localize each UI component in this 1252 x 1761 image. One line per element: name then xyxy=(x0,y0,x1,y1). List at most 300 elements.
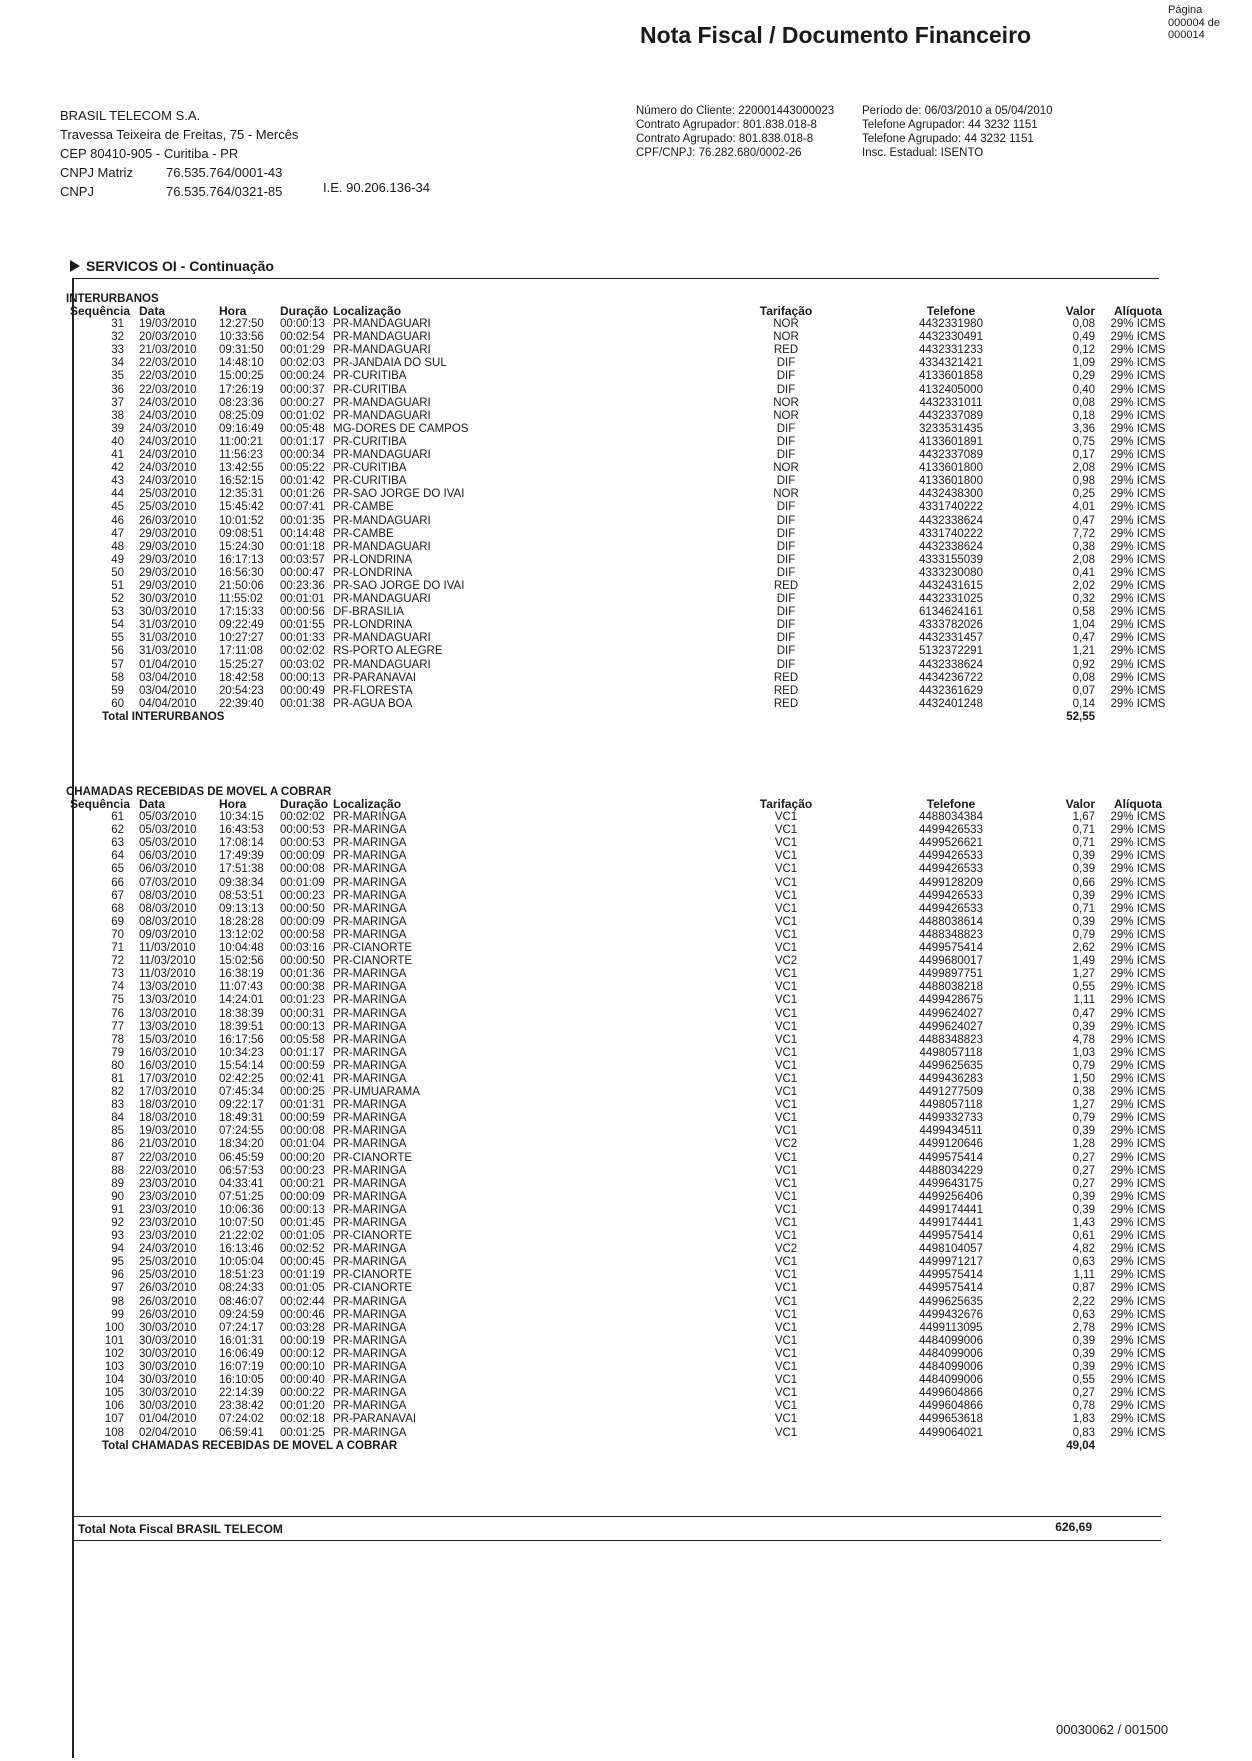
table-row xyxy=(66,1243,1176,1256)
client-block xyxy=(636,104,834,160)
row-aliquota: 29% ICMS xyxy=(1110,1020,1166,1033)
row-telefone: 4432438300 xyxy=(919,488,983,501)
row-hora: 16:56:30 xyxy=(219,566,264,579)
row-hora: 17:26:19 xyxy=(219,383,264,396)
row-local: PR-MARINGA xyxy=(333,1374,407,1387)
row-tarifacao: RED xyxy=(773,344,799,357)
row-hora: 10:07:50 xyxy=(219,1217,264,1229)
table-row xyxy=(66,318,1176,331)
row-valor: 0,47 xyxy=(1072,632,1095,645)
row-tarifacao: VC1 xyxy=(774,1007,798,1020)
row-tarifacao: VC1 xyxy=(774,1400,798,1413)
row-seq: 37 xyxy=(111,396,124,409)
row-valor: 0,25 xyxy=(1072,488,1095,501)
row-seq: 69 xyxy=(111,915,124,928)
row-telefone: 4432331025 xyxy=(919,593,983,606)
row-date: 25/03/2010 xyxy=(139,501,197,514)
row-duracao: 00:00:40 xyxy=(280,1374,325,1387)
row-tarifacao: DIF xyxy=(776,475,796,488)
table-row xyxy=(66,1335,1176,1348)
row-hora: 08:46:07 xyxy=(219,1295,264,1308)
row-duracao: 00:01:55 xyxy=(280,619,325,632)
row-date: 24/03/2010 xyxy=(139,1243,197,1256)
row-seq: 100 xyxy=(104,1321,124,1334)
row-telefone: 4333155039 xyxy=(919,553,983,566)
row-seq: 42 xyxy=(111,462,124,475)
row-duracao: 00:01:02 xyxy=(280,409,325,422)
interurbanos-block xyxy=(66,293,1176,724)
row-valor: 0,39 xyxy=(1072,863,1095,876)
row-aliquota: 29% ICMS xyxy=(1110,1033,1166,1046)
table-row xyxy=(66,1112,1176,1125)
table-row xyxy=(66,449,1176,462)
row-seq: 48 xyxy=(111,540,124,553)
chamadas-total-label: Total CHAMADAS RECEBIDAS DE MOVEL A COBRAR xyxy=(102,1439,398,1452)
table-row xyxy=(66,994,1176,1007)
row-aliquota: 29% ICMS xyxy=(1110,1243,1166,1256)
row-valor: 0,47 xyxy=(1072,514,1095,527)
row-local: PR-MARINGA xyxy=(333,1400,407,1413)
row-tarifacao: VC1 xyxy=(774,1230,798,1243)
row-duracao: 00:01:29 xyxy=(280,344,325,357)
row-local: PR-CURITIBA xyxy=(333,383,407,396)
row-local: PR-UMUARAMA xyxy=(333,1086,420,1099)
row-telefone: 4499624027 xyxy=(919,1007,983,1020)
row-tarifacao: RED xyxy=(773,671,799,684)
telefone-agrupador: Telefone Agrupador: 44 3232 1151 xyxy=(862,119,1038,131)
row-hora: 11:00:21 xyxy=(219,435,263,448)
row-duracao: 00:00:46 xyxy=(280,1308,325,1321)
row-hora: 20:54:23 xyxy=(219,684,264,697)
row-duracao: 00:02:52 xyxy=(280,1243,325,1256)
table-row xyxy=(66,370,1176,383)
row-valor: 0,40 xyxy=(1072,383,1095,396)
row-duracao: 00:02:02 xyxy=(280,645,325,658)
row-aliquota: 29% ICMS xyxy=(1110,593,1166,606)
row-tarifacao: NOR xyxy=(773,488,799,501)
row-duracao: 00:01:04 xyxy=(280,1138,325,1151)
row-hora: 16:06:49 xyxy=(219,1347,264,1360)
row-tarifacao: DIF xyxy=(776,540,796,553)
row-tarifacao: VC1 xyxy=(774,1217,798,1229)
company-cep: CEP 80410-905 - Curitiba - PR xyxy=(60,146,239,161)
row-aliquota: 29% ICMS xyxy=(1110,1059,1166,1072)
row-date: 30/03/2010 xyxy=(139,1361,197,1374)
row-aliquota: 29% ICMS xyxy=(1110,1151,1166,1164)
row-valor: 1,50 xyxy=(1072,1072,1095,1085)
row-tarifacao: DIF xyxy=(776,566,796,579)
col-data: Data xyxy=(139,797,166,811)
row-hora: 18:42:58 xyxy=(219,671,264,684)
row-hora: 10:33:56 xyxy=(219,331,264,344)
row-local: PR-CURITIBA xyxy=(333,370,407,383)
row-valor: 0,39 xyxy=(1072,850,1095,863)
row-valor: 1,11 xyxy=(1073,1269,1095,1282)
row-tarifacao: VC1 xyxy=(774,915,798,928)
row-valor: 1,21 xyxy=(1072,645,1095,658)
row-telefone: 4499113095 xyxy=(919,1321,983,1334)
row-hora: 15:02:56 xyxy=(219,955,264,968)
row-telefone: 4499526621 xyxy=(919,837,983,850)
row-date: 21/03/2010 xyxy=(139,1138,197,1151)
table-row xyxy=(66,1086,1176,1099)
row-seq: 62 xyxy=(111,824,124,837)
row-local: PR-LONDRINA xyxy=(333,553,413,566)
row-local: PR-MANDAGUARI xyxy=(333,409,431,422)
row-tarifacao: VC1 xyxy=(774,981,798,994)
row-aliquota: 29% ICMS xyxy=(1110,527,1166,540)
row-hora: 16:01:31 xyxy=(219,1334,264,1347)
row-local: PR-LONDRINA xyxy=(333,566,413,579)
contrato-agrupado: Contrato Agrupado: 801.838.018-8 xyxy=(636,133,814,145)
row-seq: 92 xyxy=(111,1217,124,1229)
row-seq: 52 xyxy=(111,593,124,606)
row-seq: 83 xyxy=(111,1099,124,1112)
row-local: PR-MARINGA xyxy=(333,915,407,928)
row-duracao: 00:00:53 xyxy=(280,824,325,837)
row-valor: 0,27 xyxy=(1072,1151,1095,1164)
cnpj-matriz-row xyxy=(60,163,298,182)
row-tarifacao: VC1 xyxy=(774,824,798,837)
row-valor: 1,09 xyxy=(1072,357,1095,370)
row-valor: 2,08 xyxy=(1072,553,1095,566)
interurbanos-total-value: 52,55 xyxy=(1066,710,1095,723)
row-local: PR-MARINGA xyxy=(333,1072,407,1085)
row-seq: 60 xyxy=(111,697,124,710)
row-telefone: 4499432676 xyxy=(919,1308,983,1321)
row-telefone: 4499426533 xyxy=(919,863,983,876)
row-date: 26/03/2010 xyxy=(139,514,197,527)
col-duracao: Duração xyxy=(280,304,329,318)
table-row xyxy=(66,1138,1176,1151)
row-seq: 91 xyxy=(111,1203,124,1216)
row-aliquota: 29% ICMS xyxy=(1110,994,1166,1007)
table-row xyxy=(66,357,1176,370)
row-seq: 76 xyxy=(111,1007,124,1020)
bottom-rule xyxy=(74,1540,1161,1541)
col-local: Localização xyxy=(333,304,402,318)
row-tarifacao: VC1 xyxy=(774,1177,798,1190)
chamadas-total xyxy=(66,1440,1176,1453)
row-aliquota: 29% ICMS xyxy=(1110,449,1166,462)
row-telefone: 4133601858 xyxy=(919,370,983,383)
col-seq: Sequência xyxy=(70,797,131,811)
row-valor: 0,79 xyxy=(1072,1112,1095,1125)
row-tarifacao: RED xyxy=(773,684,799,697)
row-telefone: 4432331457 xyxy=(919,632,983,645)
row-duracao: 00:03:57 xyxy=(280,553,325,566)
row-seq: 101 xyxy=(104,1334,124,1347)
row-date: 02/04/2010 xyxy=(139,1426,197,1439)
table-row xyxy=(66,1191,1176,1204)
row-date: 23/03/2010 xyxy=(139,1230,197,1243)
row-tarifacao: DIF xyxy=(776,527,796,540)
row-local: PR-MARINGA xyxy=(333,928,407,941)
row-local: PR-MARINGA xyxy=(333,902,407,915)
grand-total-label: Total Nota Fiscal BRASIL TELECOM xyxy=(78,1522,283,1536)
table-row xyxy=(66,606,1176,619)
row-duracao: 00:00:58 xyxy=(280,928,325,941)
row-valor: 0,66 xyxy=(1072,876,1095,889)
row-duracao: 00:00:13 xyxy=(280,318,325,331)
row-seq: 82 xyxy=(111,1086,124,1099)
row-local: PR-CIANORTE xyxy=(333,1151,413,1164)
row-date: 09/03/2010 xyxy=(139,928,197,941)
row-date: 19/03/2010 xyxy=(139,1125,197,1138)
row-valor: 0,38 xyxy=(1072,1086,1095,1099)
row-aliquota: 29% ICMS xyxy=(1110,475,1166,488)
row-date: 01/04/2010 xyxy=(139,1413,197,1426)
row-hora: 06:45:59 xyxy=(219,1151,264,1164)
row-telefone: 4484099006 xyxy=(919,1347,983,1360)
table-row xyxy=(66,423,1176,436)
row-hora: 09:16:49 xyxy=(219,422,264,435)
row-aliquota: 29% ICMS xyxy=(1110,435,1166,448)
row-aliquota: 29% ICMS xyxy=(1110,422,1166,435)
row-hora: 15:25:27 xyxy=(219,658,264,671)
row-aliquota: 29% ICMS xyxy=(1110,811,1166,824)
table-row xyxy=(66,632,1176,645)
cnpj-matriz-label: CNPJ Matriz xyxy=(60,165,133,180)
col-valor: Valor xyxy=(1065,304,1095,318)
row-local: PR-MANDAGUARI xyxy=(333,396,431,409)
row-local: PR-MARINGA xyxy=(333,1361,407,1374)
row-hora: 08:25:09 xyxy=(219,409,264,422)
row-telefone: 4488038218 xyxy=(919,981,983,994)
row-tarifacao: VC1 xyxy=(774,1099,798,1112)
row-tarifacao: VC1 xyxy=(774,1125,798,1138)
col-aliquota: Alíquota xyxy=(1114,304,1162,318)
row-valor: 1,03 xyxy=(1072,1046,1095,1059)
row-aliquota: 29% ICMS xyxy=(1110,837,1166,850)
row-hora: 17:15:33 xyxy=(219,606,264,619)
row-duracao: 00:07:41 xyxy=(280,501,325,514)
row-valor: 0,79 xyxy=(1072,928,1095,941)
row-local: PR-AGUA BOA xyxy=(333,697,413,710)
row-date: 22/03/2010 xyxy=(139,370,197,383)
row-date: 25/03/2010 xyxy=(139,1269,197,1282)
row-tarifacao: VC1 xyxy=(774,1347,798,1360)
row-hora: 16:07:19 xyxy=(219,1361,264,1374)
row-telefone: 4499643175 xyxy=(919,1177,983,1190)
table-row xyxy=(66,501,1176,514)
row-local: PR-MARINGA xyxy=(333,1033,407,1046)
row-telefone: 4488034229 xyxy=(919,1164,983,1177)
row-telefone: 4432331233 xyxy=(919,344,983,357)
row-valor: 0,32 xyxy=(1072,593,1095,606)
row-date: 16/03/2010 xyxy=(139,1059,197,1072)
row-hora: 10:27:27 xyxy=(219,632,264,645)
row-aliquota: 29% ICMS xyxy=(1110,1321,1166,1334)
table-row xyxy=(66,811,1176,824)
row-telefone: 4499575414 xyxy=(919,1269,983,1282)
row-duracao: 00:02:18 xyxy=(280,1413,325,1426)
row-seq: 49 xyxy=(111,553,124,566)
row-local: PR-MARINGA xyxy=(333,1059,407,1072)
row-date: 11/03/2010 xyxy=(139,955,196,968)
table-row xyxy=(66,1125,1176,1138)
row-aliquota: 29% ICMS xyxy=(1110,1426,1166,1439)
row-date: 07/03/2010 xyxy=(139,876,197,889)
page-total: 000014 xyxy=(1168,29,1205,41)
row-date: 05/03/2010 xyxy=(139,824,197,837)
col-local: Localização xyxy=(333,797,402,811)
table-row xyxy=(66,850,1176,863)
row-aliquota: 29% ICMS xyxy=(1110,981,1166,994)
row-seq: 34 xyxy=(111,357,124,370)
row-telefone: 4499604866 xyxy=(919,1387,983,1400)
row-tarifacao: DIF xyxy=(776,593,796,606)
row-local: PR-MARINGA xyxy=(333,994,407,1007)
table-row xyxy=(66,672,1176,685)
row-duracao: 00:01:36 xyxy=(280,968,325,981)
row-duracao: 00:00:22 xyxy=(280,1387,325,1400)
row-aliquota: 29% ICMS xyxy=(1110,658,1166,671)
row-valor: 0,39 xyxy=(1072,1361,1095,1374)
row-duracao: 00:00:09 xyxy=(280,1190,325,1203)
row-aliquota: 29% ICMS xyxy=(1110,955,1166,968)
row-valor: 0,71 xyxy=(1072,902,1095,915)
row-telefone: 4488034384 xyxy=(919,811,983,824)
table-row xyxy=(66,462,1176,475)
row-aliquota: 29% ICMS xyxy=(1110,488,1166,501)
table-row xyxy=(66,593,1176,606)
row-aliquota: 29% ICMS xyxy=(1110,889,1166,902)
row-valor: 0,61 xyxy=(1072,1230,1095,1243)
row-local: PR-MARINGA xyxy=(333,811,407,824)
row-date: 24/03/2010 xyxy=(139,409,197,422)
row-seq: 80 xyxy=(111,1059,124,1072)
row-seq: 55 xyxy=(111,632,124,645)
row-telefone: 4499604866 xyxy=(919,1400,983,1413)
row-aliquota: 29% ICMS xyxy=(1110,684,1166,697)
row-tarifacao: VC1 xyxy=(774,811,798,824)
row-date: 17/03/2010 xyxy=(139,1072,197,1085)
row-date: 06/03/2010 xyxy=(139,850,197,863)
row-aliquota: 29% ICMS xyxy=(1110,396,1166,409)
issuer-block xyxy=(60,106,298,201)
row-hora: 22:39:40 xyxy=(219,697,264,710)
row-aliquota: 29% ICMS xyxy=(1110,540,1166,553)
row-valor: 4,01 xyxy=(1072,501,1095,514)
row-hora: 14:48:10 xyxy=(219,357,264,370)
table-row xyxy=(66,903,1176,916)
row-local: PR-MARINGA xyxy=(333,1321,407,1334)
row-local: PR-MARINGA xyxy=(333,1243,407,1256)
row-date: 11/03/2010 xyxy=(139,942,196,955)
row-telefone: 4432337089 xyxy=(919,449,983,462)
row-date: 05/03/2010 xyxy=(139,811,197,824)
row-hora: 10:34:15 xyxy=(219,811,264,824)
row-telefone: 3233531435 xyxy=(919,422,983,435)
interurbanos-total-label: Total INTERURBANOS xyxy=(102,710,225,723)
row-seq: 46 xyxy=(111,514,124,527)
chamadas-header xyxy=(66,798,1176,811)
table-row xyxy=(66,1021,1176,1034)
row-duracao: 00:00:53 xyxy=(280,837,325,850)
row-date: 30/03/2010 xyxy=(139,1374,197,1387)
chamadas-title: CHAMADAS RECEBIDAS DE MOVEL A COBRAR xyxy=(66,786,332,798)
row-duracao: 00:01:23 xyxy=(280,994,325,1007)
row-aliquota: 29% ICMS xyxy=(1110,824,1166,837)
row-tarifacao: VC1 xyxy=(774,850,798,863)
row-seq: 84 xyxy=(111,1112,124,1125)
table-row xyxy=(66,1073,1176,1086)
row-telefone: 4484099006 xyxy=(919,1374,983,1387)
row-tarifacao: VC1 xyxy=(774,928,798,941)
table-row xyxy=(66,968,1176,981)
row-seq: 43 xyxy=(111,475,124,488)
row-duracao: 00:01:05 xyxy=(280,1282,325,1295)
row-aliquota: 29% ICMS xyxy=(1110,1177,1166,1190)
row-local: PR-MANDAGUARI xyxy=(333,449,431,462)
table-row xyxy=(66,1309,1176,1322)
row-tarifacao: VC1 xyxy=(774,1308,798,1321)
row-tarifacao: VC1 xyxy=(774,1321,798,1334)
table-row xyxy=(66,659,1176,672)
row-date: 30/03/2010 xyxy=(139,1347,197,1360)
row-date: 13/03/2010 xyxy=(139,1020,197,1033)
grand-total-rule xyxy=(74,1516,1161,1517)
row-seq: 73 xyxy=(111,968,124,981)
row-tarifacao: VC2 xyxy=(774,955,798,968)
row-date: 30/03/2010 xyxy=(139,593,197,606)
row-tarifacao: NOR xyxy=(773,396,799,409)
row-aliquota: 29% ICMS xyxy=(1110,462,1166,475)
row-local: PR-CIANORTE xyxy=(333,942,413,955)
row-duracao: 00:00:21 xyxy=(280,1177,325,1190)
interurbanos-title: INTERURBANOS xyxy=(66,293,159,305)
row-duracao: 00:02:03 xyxy=(280,357,325,370)
contrato-agrupador: Contrato Agrupador: 801.838.018-8 xyxy=(636,119,817,131)
row-hora: 09:22:17 xyxy=(219,1099,264,1112)
row-tarifacao: VC1 xyxy=(774,994,798,1007)
row-aliquota: 29% ICMS xyxy=(1110,1347,1166,1360)
table-row xyxy=(66,410,1176,423)
table-row xyxy=(66,685,1176,698)
row-telefone: 4488348823 xyxy=(919,1033,983,1046)
row-local: PR-MARINGA xyxy=(333,1203,407,1216)
row-local: PR-MARINGA xyxy=(333,1387,407,1400)
row-tarifacao: VC2 xyxy=(774,1138,798,1151)
cnpj-matriz-value: 76.535.764/0001-43 xyxy=(166,165,283,180)
row-seq: 93 xyxy=(111,1230,124,1243)
row-aliquota: 29% ICMS xyxy=(1110,566,1166,579)
row-telefone: 4488348823 xyxy=(919,928,983,941)
row-tarifacao: VC1 xyxy=(774,1334,798,1347)
row-local: PR-CAMBE xyxy=(333,501,394,514)
row-valor: 0,39 xyxy=(1072,915,1095,928)
row-valor: 0,63 xyxy=(1072,1308,1095,1321)
row-aliquota: 29% ICMS xyxy=(1110,1164,1166,1177)
row-hora: 16:43:53 xyxy=(219,824,264,837)
row-aliquota: 29% ICMS xyxy=(1110,876,1166,889)
row-local: PR-MARINGA xyxy=(333,1190,407,1203)
row-seq: 33 xyxy=(111,344,124,357)
row-hora: 22:14:39 xyxy=(219,1387,264,1400)
row-local: PR-PARANAVAI xyxy=(333,1413,417,1426)
row-hora: 15:00:25 xyxy=(219,370,264,383)
row-telefone: 4498057118 xyxy=(919,1099,983,1112)
row-tarifacao: DIF xyxy=(776,619,796,632)
row-telefone: 4499653618 xyxy=(919,1413,983,1426)
row-hora: 07:45:34 xyxy=(219,1086,264,1099)
page-indicator xyxy=(1168,4,1220,42)
row-valor: 0,92 xyxy=(1072,658,1095,671)
grand-total-value: 626,69 xyxy=(1055,1520,1092,1534)
row-seq: 44 xyxy=(111,488,124,501)
row-valor: 0,27 xyxy=(1072,1387,1095,1400)
